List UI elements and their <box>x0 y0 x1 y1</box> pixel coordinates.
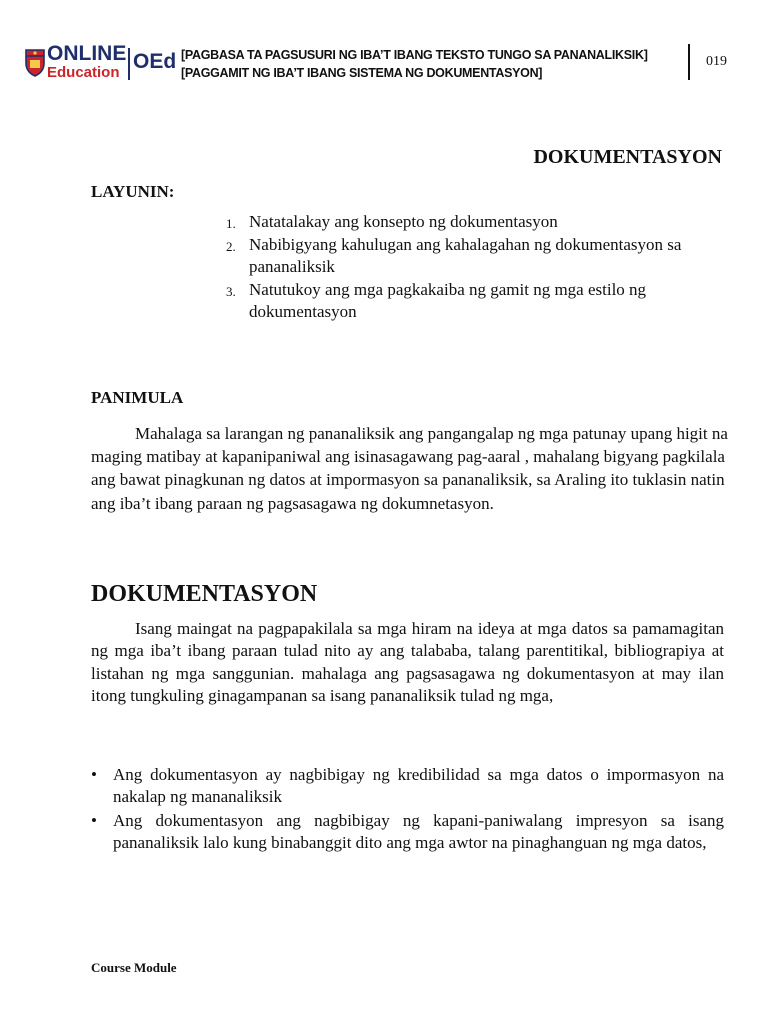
bullet-icon: • <box>91 765 97 784</box>
bullet-text: Ang dokumentasyon ang nagbibigay ng kapani-paniwalang impresyon sa isang pananaliksik lalo kung binabanggit dito ang mga awtor na pinaghanguan ng mga datos, <box>113 810 724 852</box>
list-item-text: Natutukoy ang mga pagkakaiba ng gamit ng mga estilo ng dokumentasyon <box>249 279 647 321</box>
footer-label: Course Module <box>91 960 177 975</box>
header-divider <box>688 44 690 80</box>
dokumentasyon-paragraph: Isang maingat na pagpapakilala sa mga hiram na ideya at mga datos sa pamamagitan ng mga iba’t ibang paraan tulad nito ay ang talababa, talang parentitikal, bibliograpiya at listahan ng mga sanggunian. mahalaga ang pagsasagawa ng dokumentasyon at may ilan itong tungkuling ginagampanan sa isang pananaliksik tulad ng mga, <box>91 619 724 705</box>
list-item-text: Nabibigyang kahulugan ang kahalagahan ng dokumentasyon sa pananaliksik <box>249 234 682 276</box>
logo-word-education: Education <box>47 64 120 81</box>
objectives-list <box>226 211 726 324</box>
list-number: 3. <box>226 283 236 299</box>
logo-abbrev: OEd <box>133 50 177 73</box>
bullet-text: Ang dokumentasyon ay nagbibigay ng kredibilidad sa mga datos o impormasyon na nakalap ng mananaliksik <box>113 765 724 807</box>
list-item <box>226 211 726 234</box>
list-item <box>226 234 726 279</box>
online-education-logo <box>24 44 176 84</box>
logo-divider <box>128 48 130 80</box>
section-heading-panimula: PANIMULA <box>91 388 184 407</box>
bullet-icon: • <box>91 810 97 830</box>
header-course-title <box>181 46 661 82</box>
list-item <box>91 764 724 809</box>
shield-icon <box>24 47 46 77</box>
list-item <box>226 279 726 324</box>
list-number: 1. <box>226 216 236 231</box>
list-number: 2. <box>226 238 236 254</box>
bullet-list <box>91 764 724 855</box>
list-item-text: Natatalakay ang konsepto ng dokumentasyon <box>249 212 558 231</box>
header-line-1: [PAGBASA TA PAGSUSURI NG IBA’T IBANG TEKSTO TUNGO SA PANANALIKSIK] <box>181 48 648 62</box>
document-title: DOKUMENTASYON <box>533 146 722 168</box>
panimula-paragraph: Mahalaga sa larangan ng pananaliksik ang pangangalap ng mga patunay upang higit na maging matibay at kapanipaniwal ang isinasagawang pag-aaral , mahalang bigyang pagkilala ang bawat pinagkunan ng datos at impormasyon sa pananaliksik, sa Araling ito tuklasin natin ang iba’t ibang paraan ng pagsasagawa ng dokumnetasyon. <box>91 424 728 513</box>
header-line-2: [PAGGAMIT NG IBA’T IBANG SISTEMA NG DOKUMENTASYON] <box>181 66 543 80</box>
section-heading-layunin: LAYUNIN: <box>91 182 175 201</box>
logo-word-online: ONLINE <box>47 42 127 65</box>
section-heading-dokumentasyon: DOKUMENTASYON <box>91 581 318 607</box>
page-number: 019 <box>706 54 727 69</box>
list-item <box>91 810 724 855</box>
